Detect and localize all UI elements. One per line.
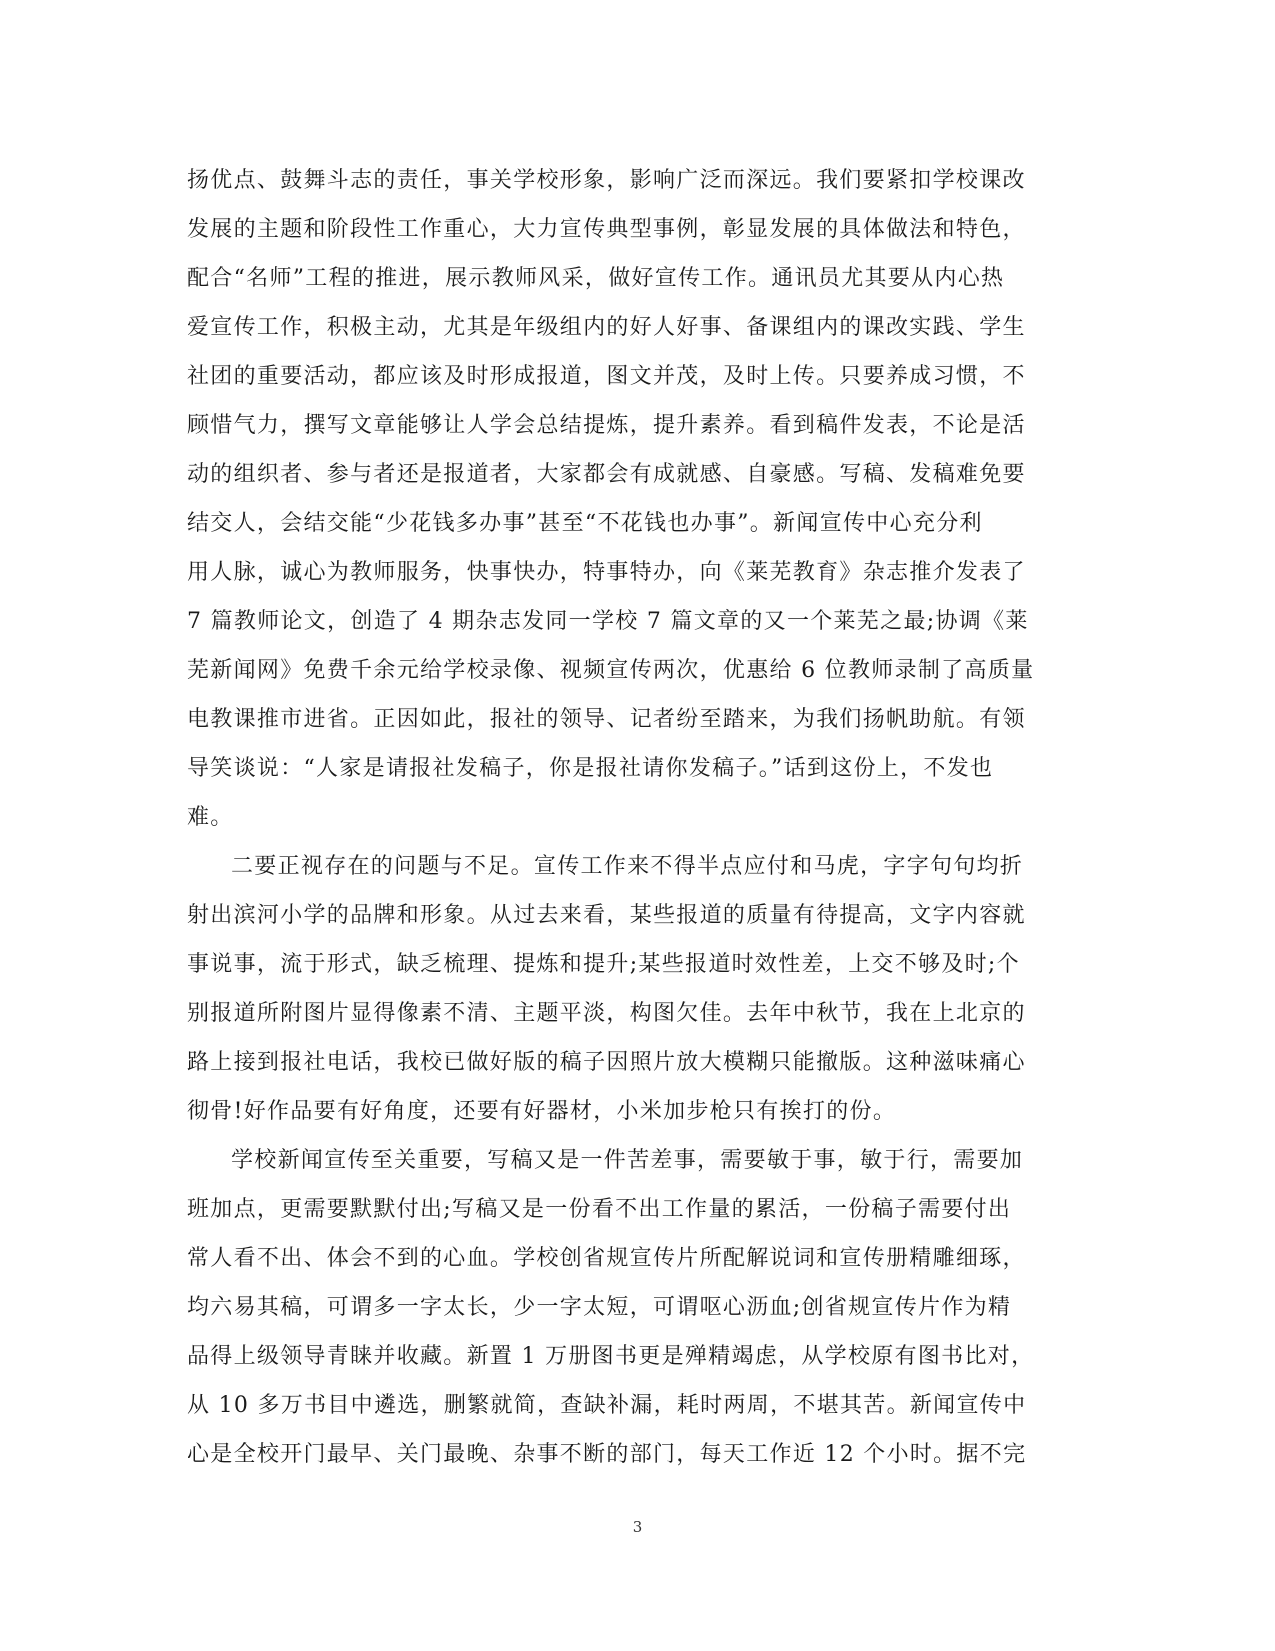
- text-line: 路上接到报社电话，我校已做好版的稿子因照片放大模糊只能撤版。这种滋味痛心: [187, 1050, 1026, 1075]
- text-line: 品得上级领导青睐并收藏。新置 1 万册图书更是殚精竭虑，从学校原有图书比对，: [187, 1344, 1035, 1369]
- paragraph-start-line: 学校新闻宣传至关重要，写稿又是一件苦差事，需要敏于事，敏于行，需要加: [231, 1148, 1024, 1173]
- text-line: 爱宣传工作，积极主动，尤其是年级组内的好人好事、备课组内的课改实践、学生: [187, 315, 1026, 340]
- text-line: 彻骨!好作品要有好角度，还要有好器材，小米加步枪只有挨打的份。: [187, 1099, 897, 1124]
- text-line: 难。: [187, 805, 234, 830]
- text-line: 均六易其稿，可谓多一字太长，少一字太短，可谓呕心沥血;创省规宣传片作为精: [187, 1295, 1012, 1320]
- text-line: 班加点，更需要默默付出;写稿又是一份看不出工作量的累活，一份稿子需要付出: [187, 1197, 1012, 1222]
- text-line: 事说事，流于形式，缺乏梳理、提炼和提升;某些报道时效性差，上交不够及时;个: [187, 952, 1020, 977]
- body-text: [187, 156, 1080, 1479]
- text-line: 常人看不出、体会不到的心血。学校创省规宣传片所配解说词和宣传册精雕细琢，: [187, 1246, 1026, 1271]
- text-line: 顾惜气力，撰写文章能够让人学会总结提炼，提升素养。看到稿件发表，不论是活: [187, 413, 1026, 438]
- paragraph-start-line: 二要正视存在的问题与不足。宣传工作来不得半点应付和马虎，字字句句均折: [231, 854, 1024, 879]
- text-line: 7 篇教师论文，创造了 4 期杂志发同一学校 7 篇文章的又一个莱芜之最;协调《莱: [187, 609, 1029, 634]
- text-line: 用人脉，诚心为教师服务，快事快办，特事特办，向《莱芜教育》杂志推介发表了: [187, 560, 1026, 585]
- text-line: 别报道所附图片显得像素不清、主题平淡，构图欠佳。去年中秋节，我在上北京的: [187, 1001, 1026, 1026]
- text-line: 发展的主题和阶段性工作重心，大力宣传典型事例，彰显发展的具体做法和特色，: [187, 217, 1026, 242]
- text-line: 从 10 多万书目中遴选，删繁就简，查缺补漏，耗时两周，不堪其苦。新闻宣传中: [187, 1393, 1027, 1418]
- text-line: 扬优点、鼓舞斗志的责任，事关学校形象，影响广泛而深远。我们要紧扣学校课改: [187, 168, 1026, 193]
- text-line: 配合“名师”工程的推进，展示教师风采，做好宣传工作。通讯员尤其要从内心热: [187, 266, 1005, 291]
- text-line: 心是全校开门最早、关门最晚、杂事不断的部门，每天工作近 12 个小时。据不完: [187, 1442, 1027, 1467]
- text-line: 电教课推市进省。正因如此，报社的领导、记者纷至踏来，为我们扬帆助航。有领: [187, 707, 1026, 732]
- text-line: 结交人，会结交能“少花钱多办事”甚至“不花钱也办事”。新闻宣传中心充分利: [187, 511, 983, 536]
- text-line: 射出滨河小学的品牌和形象。从过去来看，某些报道的质量有待提高，文字内容就: [187, 903, 1026, 928]
- text-line: 动的组织者、参与者还是报道者，大家都会有成就感、自豪感。写稿、发稿难免要: [187, 462, 1026, 487]
- text-line: 导笑谈说：“人家是请报社发稿子，你是报社请你发稿子。”话到这份上，不发也: [187, 756, 994, 781]
- text-line: 社团的重要活动，都应该及时形成报道，图文并茂，及时上传。只要养成习惯，不: [187, 364, 1026, 389]
- page-number: 3: [632, 1518, 643, 1536]
- text-line: 芜新闻网》免费千余元给学校录像、视频宣传两次，优惠给 6 位教师录制了高质量: [187, 658, 1035, 683]
